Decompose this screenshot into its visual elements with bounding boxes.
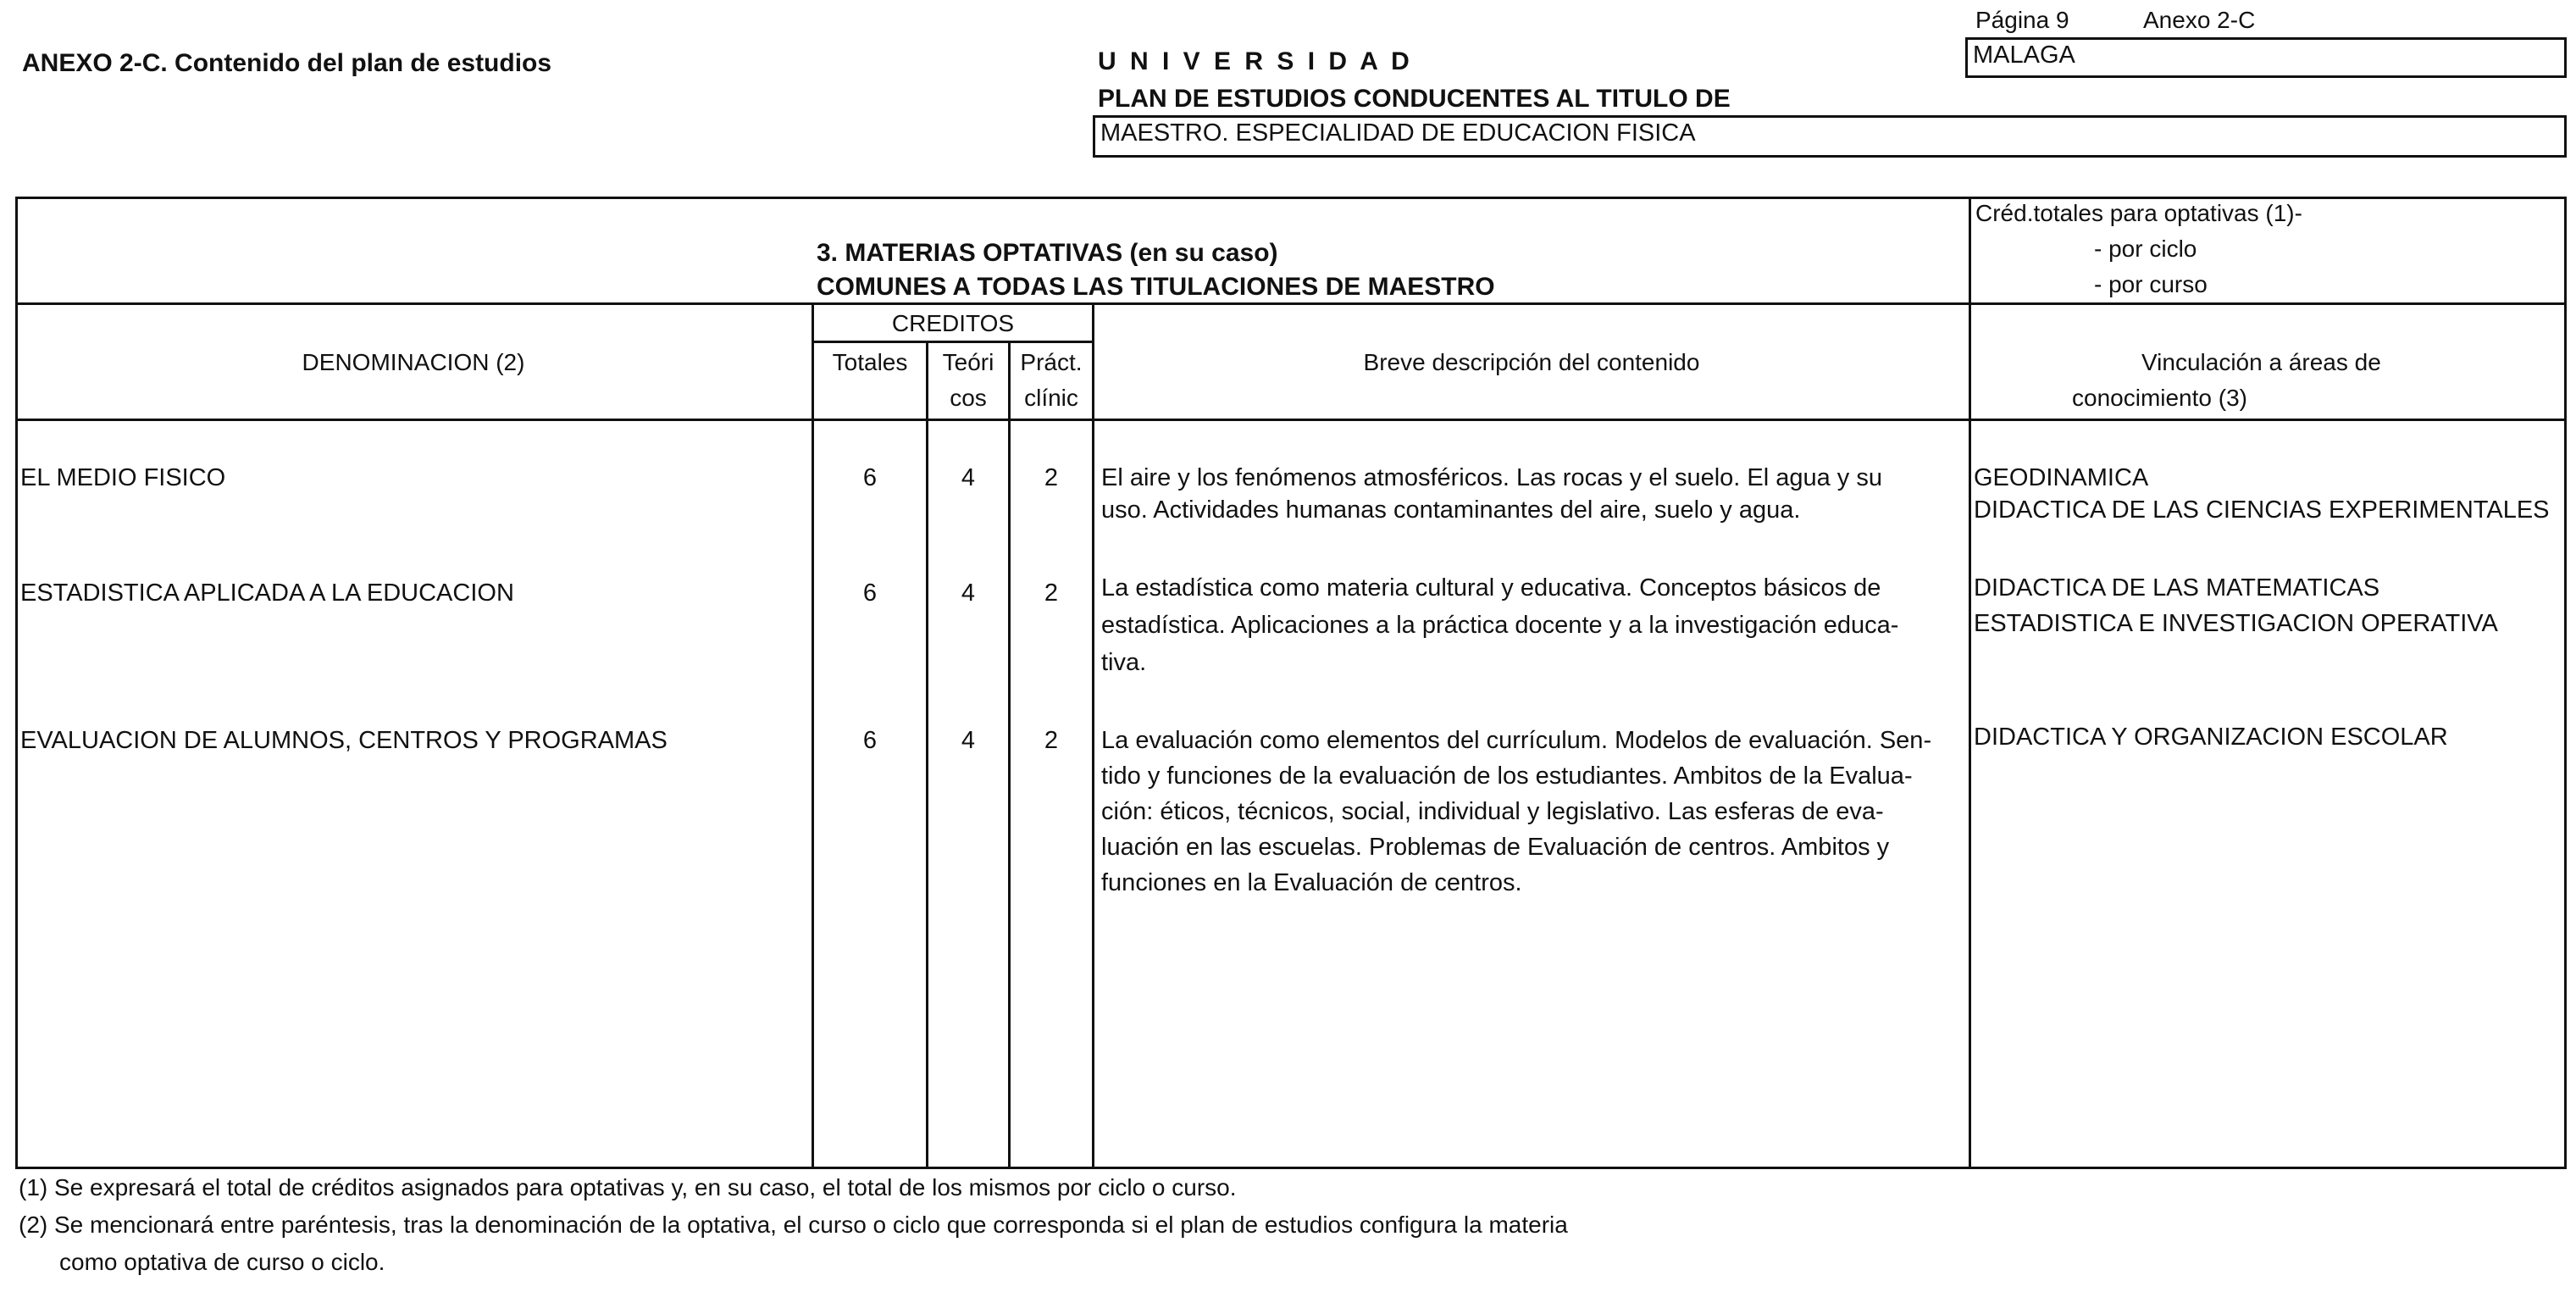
table-row-descripcion-line: tido y funciones de la evaluación de los estudiantes. Ambitos de la Evalua- xyxy=(1101,762,1913,790)
col-header-vinculacion-1: Vinculación a áreas de xyxy=(2141,349,2381,375)
table-row-teoricos: 4 xyxy=(961,727,976,754)
table-row-practicos: 2 xyxy=(1044,464,1059,491)
table-row-denominacion: ESTADISTICA APLICADA A LA EDUCACION xyxy=(20,579,514,607)
universidad-label: U N I V E R S I D A D xyxy=(1098,47,1413,75)
footnote-2: (2) Se mencionará entre paréntesis, tras la denominación de la optativa, el curso o ciclo que corresponda si el plan de estudios configura la materia xyxy=(19,1212,1568,1238)
table-row-denominacion: EVALUACION DE ALUMNOS, CENTROS Y PROGRAMAS xyxy=(20,727,668,754)
footnote-2-continued: como optativa de curso o ciclo. xyxy=(59,1249,385,1275)
table-row-teoricos: 4 xyxy=(961,579,976,607)
table-row-descripcion-line: ción: éticos, técnicos, social, individual y legislativo. Las esferas de eva- xyxy=(1101,798,1884,825)
col-header-vinculacion-2: conocimiento (3) xyxy=(2072,385,2247,411)
table-row-teoricos: 4 xyxy=(961,464,976,491)
table-row-descripcion-line: funciones en la Evaluación de centros. xyxy=(1101,869,1522,896)
page-label: Página 9 xyxy=(1975,7,2069,33)
table-row-descripcion-line: El aire y los fenómenos atmosféricos. Las rocas y el suelo. El agua y su xyxy=(1101,464,1882,491)
col-header-totales: Totales xyxy=(832,349,908,375)
table-row-totales: 6 xyxy=(862,727,878,754)
col-header-denominacion: DENOMINACION (2) xyxy=(302,349,525,375)
table-row-practicos: 2 xyxy=(1044,579,1059,607)
table-row-vinculacion: GEODINAMICA xyxy=(1974,464,2149,491)
plan-label: PLAN DE ESTUDIOS CONDUCENTES AL TITULO DE xyxy=(1098,85,1731,113)
col-divider-practicos xyxy=(1092,302,1094,1168)
col-header-creditos: CREDITOS xyxy=(891,310,1015,336)
table-row-vinculacion: DIDACTICA Y ORGANIZACION ESCOLAR xyxy=(1974,724,2448,751)
annex-title: ANEXO 2-C. Contenido del plan de estudios xyxy=(22,49,552,77)
section-title-1: 3. MATERIAS OPTATIVAS (en su caso) xyxy=(817,239,1278,267)
col-divider-descripcion xyxy=(1969,197,1971,1168)
footnote-1: (1) Se expresará el total de créditos asignados para optativas y, en su caso, el total de los mismos por ciclo o curso. xyxy=(19,1174,1237,1201)
table-row-vinculacion: DIDACTICA DE LAS CIENCIAS EXPERIMENTALES xyxy=(1974,496,2550,524)
table-row-totales: 6 xyxy=(862,464,878,491)
cred-por-ciclo: - por ciclo xyxy=(2094,236,2197,262)
table-row-descripcion-line: tiva. xyxy=(1101,649,1147,676)
titulo-field: MAESTRO. ESPECIALIDAD DE EDUCACION FISICA xyxy=(1093,115,2567,158)
table-row-totales: 6 xyxy=(862,579,878,607)
table-row-descripcion-line: estadística. Aplicaciones a la práctica docente y a la investigación educa- xyxy=(1101,612,1899,639)
optativas-table xyxy=(15,197,2567,1169)
table-rule-title xyxy=(15,302,2567,305)
universidad-field: MALAGA xyxy=(1965,37,2567,78)
col-header-teoricos-1: Teóri xyxy=(942,349,994,375)
table-row-denominacion: EL MEDIO FISICO xyxy=(20,464,226,491)
table-row-practicos: 2 xyxy=(1044,727,1059,754)
table-row-descripcion-line: luación en las escuelas. Problemas de Evaluación de centros. Ambitos y xyxy=(1101,834,1890,861)
annex-ref: Anexo 2-C xyxy=(2143,7,2256,33)
table-row-vinculacion: ESTADISTICA E INVESTIGACION OPERATIVA xyxy=(1974,610,2498,637)
col-header-descripcion: Breve descripción del contenido xyxy=(1363,349,1700,375)
col-header-teoricos-2: cos xyxy=(950,385,987,411)
section-title-2: COMUNES A TODAS LAS TITULACIONES DE MAESTRO xyxy=(817,273,1495,301)
table-row-descripcion-line: La evaluación como elementos del currículum. Modelos de evaluación. Sen- xyxy=(1101,727,1932,754)
table-row-vinculacion: DIDACTICA DE LAS MATEMATICAS xyxy=(1974,574,2380,602)
col-header-practicos-2: clínic xyxy=(1024,385,1078,411)
table-rule-header xyxy=(15,419,2567,421)
cred-totales-label: Créd.totales para optativas (1)- xyxy=(1975,200,2302,226)
col-header-practicos-1: Práct. xyxy=(1020,349,1083,375)
cred-por-curso: - por curso xyxy=(2094,271,2208,297)
table-row-descripcion-line: La estadística como materia cultural y educativa. Conceptos básicos de xyxy=(1101,574,1881,602)
table-row-descripcion-line: uso. Actividades humanas contaminantes del aire, suelo y agua. xyxy=(1101,496,1801,524)
table-rule-creditos xyxy=(812,341,1094,343)
